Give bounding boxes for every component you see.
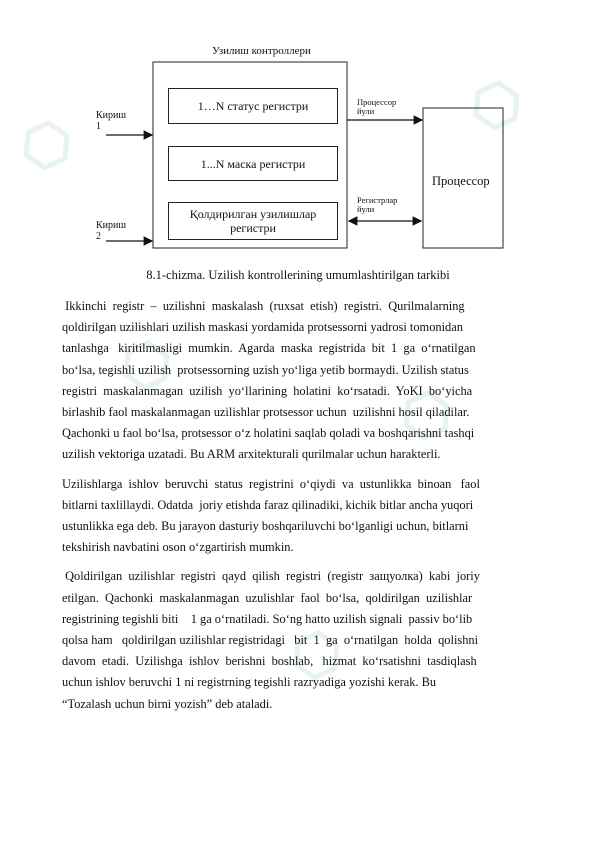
text-line: Uzilishlarga ishlov beruvchi status registrini o‘qiydi va ustunlikka binoan faol [62, 476, 480, 491]
register-path-label-line: Регистрлар [357, 195, 398, 205]
text-line: Ikkinchi registr – uzilishni maskalash (ruxsat etish) registri. Qurilmalarning [62, 299, 465, 313]
input2-label [96, 220, 126, 242]
text-line: Qachonki u faol bo‘lsa, protsessor o‘z holatini saqlab qoladi va boshqarishni tashqi [62, 426, 475, 441]
paragraph [62, 296, 556, 466]
paragraph [62, 474, 556, 559]
processor-path-label [357, 98, 396, 116]
text-line: uzilish vektoriga uzatadi. Bu ARM arxitekturali qurilmalar uchun harakterli. [62, 447, 441, 462]
mask-register-label: 1...N маска регистри [200, 156, 306, 171]
processor-path-label-line: йули [357, 106, 375, 116]
paragraph [62, 566, 556, 714]
text-line: Qoldirilgan uzilishlar registri qayd qilish registri (registr защуолка) kabi joriy [62, 569, 480, 584]
text-line: qoldirilgan uzilishlari uzilish maskasi yordamida protsessorni yadrosi tomonidan [62, 320, 463, 335]
watermark: ⬡ [5, 104, 89, 185]
interrupt-controller-diagram [0, 0, 596, 270]
watermark: ⬡ [455, 64, 539, 145]
text-line: “Tozalash uchun birni yozish” deb ataladi. [62, 696, 273, 711]
processor-path-label-line: Процессор [357, 97, 397, 107]
text-line: uchun ishlov beruvchi 1 ni registrning tegishli razryadiga yozishi kerak. Bu [62, 675, 437, 690]
status-register-box [168, 88, 338, 124]
status-register-label: 1…N статус регистри [197, 99, 309, 113]
watermark: ⬡ [385, 374, 469, 455]
remaining-register-label: Қолдирилган узилишлар [189, 207, 317, 221]
text-line: birlashib faol maskalanmagan uzilishlar protsessor uchun uzilishni hosil qiladilar. [62, 405, 470, 420]
register-path-label-line: йули [357, 204, 375, 214]
figure-caption: 8.1-chizma. Uzilish kontrollerining umumlashtirilgan tarkibi [146, 268, 450, 282]
register-path-label [357, 196, 397, 214]
input1-label-line: Кириш [96, 110, 127, 121]
text-line: tanlashga kiritilmasligi mumkin. Agarda maska registrida bit 1 ga o‘rnatilgan [62, 341, 476, 356]
remaining-register-box [168, 202, 338, 240]
input1-label-line: 1 [96, 121, 101, 132]
text-line: tekshirish navbatini oson o‘zgartirish mumkin. [62, 540, 294, 555]
text-line: davom etadi. Uzilishga ishlov berishni boshlab, hizmat ko‘rsatishni tasdiqlash [62, 654, 477, 669]
body-text [62, 296, 556, 723]
text-line: registri maskalanmagan uzilish yo‘llarining holatini ko‘rsatadi. YoKI bo‘yicha [62, 383, 473, 398]
watermark: ⬡ [105, 324, 189, 405]
text-line: etilgan. Qachonki maskalanmagan uzulishlar faol bo‘lsa, qoldirilgan uzilishlar [62, 590, 473, 605]
text-line: bo‘lsa, tegishli uzilish protsessorning uzish yo‘liga yetib bormaydi. Uzilish status [62, 362, 469, 377]
text-line: ustunlikka ega deb. Bu jarayon dasturiy boshqariluvchi bo‘lganligi uchun, bitlarni [62, 519, 469, 534]
text-line: qolsa ham qoldirilgan uzilishlar registridagi bit 1 ga o‘rnatilgan holda qolishni [62, 633, 479, 648]
text-line: registrining tegishli biti 1 ga o‘rnatiladi. So‘ng hatto uzilish signali passiv bo‘lib [62, 611, 473, 626]
controller-title: Узилиш контроллери [212, 45, 311, 57]
input1-label [96, 110, 126, 132]
watermark: ⬡ [275, 614, 359, 695]
input2-label-line: Кириш [96, 220, 127, 231]
input2-label-line: 2 [96, 231, 101, 242]
mask-register-box [168, 146, 338, 181]
remaining-register-label: регистри [230, 221, 276, 235]
processor-label: Процессор [432, 174, 490, 188]
text-line: bitlarni taxlillaydi. Odatda joriy etishda faraz qilinadiki, kichik bitlar ancha yuqori [62, 497, 474, 512]
